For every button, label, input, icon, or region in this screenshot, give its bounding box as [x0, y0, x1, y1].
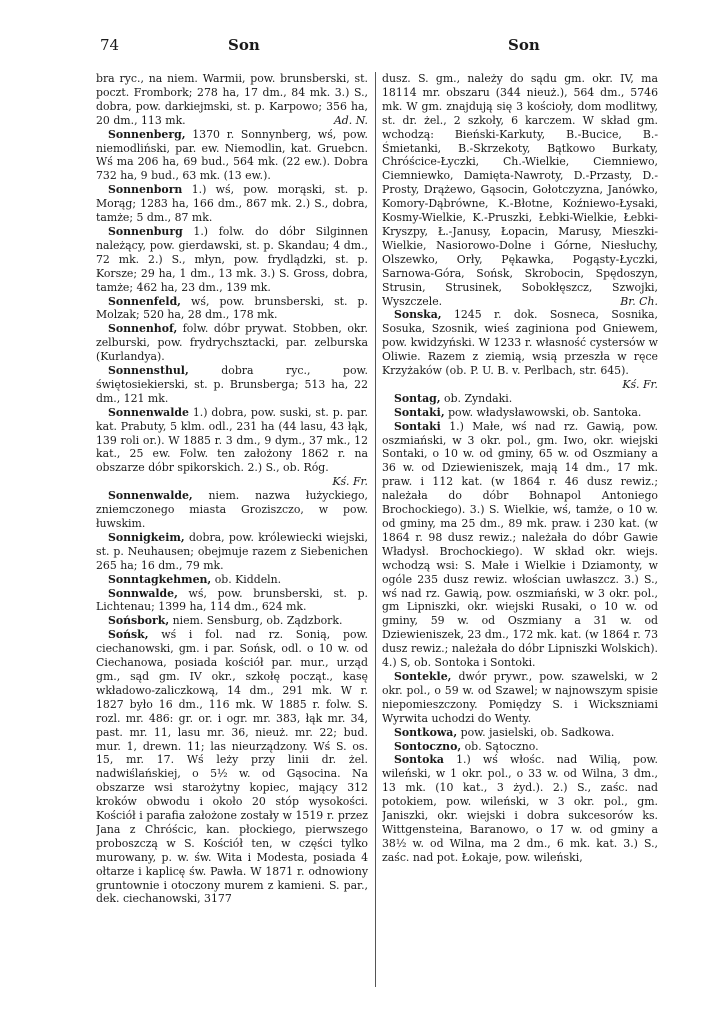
entry-headword: Sonnenfeld, [108, 294, 181, 308]
entry-headword: Sonska, [394, 308, 442, 322]
entry-text: 1.) Małe, wś nad rz. Gawią, pow. oszmiański, w 3 okr. pol., gm. Iwo, okr. wiejski Sontaki, o 10 w. od gminy, 65 w. od Oszmiany a 36 w. od Dziewieniszek, mają 14 dm., 17 mk. praw. i 112 kat. (w 1864 r. 46 dusz rewiz.; należała do dóbr Bohnapol Antoniego Brochockiego). 3.) S. Wielkie, wś, tamże, o 10 w. od gminy, ma 25 dm., 89 mk. praw. i 230 kat. (w 1864 r. 98 dusz rewiz.; należała do dóbr Gawie Władysł. Brochockiego). W skład okr. wiejs. wchodzą wsi: S. Małe i Wielkie i Dziamonty, w ogóle 235 dusz rewiz. włościan uwłaszcz. 3.) S., wś nad rz. Gawią, pow. oszmiański, w 3 okr. pol., gm Lipniszki, okr. wiejski Rusaki, o 10 w. od gminy, 59 w. od Oszmiany a 31 w. od Dziewieniszek, 23 dm., 172 mk. kat. (w 1864 r. 73 dusz rewiz.; należała do dóbr Lipniszki Wolskich). 4.) S, ob. Sontoka i Sontoki. [382, 419, 658, 670]
entry-text: 1245 r. dok. Sosneca, Sosnika, Sosuka, Szosnik, wieś zaginiona pod Gniewem, pow. kwidzyński. W 1233 r. własność cystersów w Oliwie. Razem z ziemią, wsią przeszła w ręce Krzyżaków (ob. P. U. B. v. Perlbach, str. 645). [382, 308, 658, 378]
entry-text: wś, pow. brunsberski, st. p. Lichtenau; 1399 ha, 114 dm., 624 mk. [96, 586, 368, 614]
entry-text: wś, pow. brunsberski, st. p. Molzak; 520 ha, 28 dm., 178 mk. [96, 294, 368, 322]
dictionary-entry [382, 753, 658, 864]
entry-headword: Sońsk, [108, 628, 149, 642]
entry-text: wś i fol. nad rz. Sonią, pow. ciechanowski, gm. i par. Sońsk, odl. o 10 w. od Ciechanowa, posiada kościół par. mur., urząd gm., sąd gm. IV okr., szkołę począt., kasę wkładowo-zaliczkową, 14 dm., 291 mk. W r. 1827 było 16 dm., 116 mk. W 1885 r. folw. S. rozl. mr. 486: gr. or. i ogr. mr. 383, łąk mr. 34, past. mr. 11, lasu mr. 36, nieuż. mr. 22; bud. mur. 1, drewn. 11; las nieurządzony. Wś S. os. 15, mr. 17. Wś leży przy linii dr. żel. nadwiślańskiej, o 5½ w. od Gąsocina. Na obszarze wsi starożytny kopiec, mający 312 kroków obwodu i około 20 stóp wysokości. Kościół i parafia założone zostały w 1519 r. przez Jana z Chróścic, kan. płockiego, pierwszego proboszczą w S. Kościół ten, w części tylko murowany, p. w. św. Wita i Modesta, posiada 4 ołtarze i kaplicę św. Pawła. W 1871 r. odnowiony gruntownie i otoczony murem z kamieni. S. par., dek. ciechanowski, 3177 [96, 628, 368, 906]
entry-headword: Sontoka [394, 753, 444, 767]
entry-headword: Sonnigkeim, [108, 530, 185, 544]
entry-text: ob. Sątoczno. [464, 739, 539, 753]
entry-text: ob. Kiddeln. [214, 572, 282, 586]
entry-text: 1.) folw. do dóbr Silginnen należący, pow. gierdawski, st. p. Skandau; 4 dm., 72 mk. 2.) S., młyn, pow. frydlądzki, st. p. Korsze; 29 ha, 1 dm., 13 mk. 3.) S. Gross, dobra, tamże; 462 ha, 23 dm., 139 mk. [96, 224, 368, 294]
dictionary-entry [382, 392, 658, 406]
entry-text: 1.) wś włośc. nad Wilią, pow. wileński, w 1 okr. pol., o 33 w. od Wilna, 3 dm., 13 mk. (10 kat., 3 żyd.). 2.) S., zaśc. nad potokiem, pow. wileński, w 3 okr. pol., gm. Janiszki, okr. wiejski i dobra sukcesorów ks. Wittgensteina, Baranowo, o 17 w. od gminy a 38½ w. od Wilna, ma 2 dm., 6 mk. kat. 3.) S., zaśc. nad pot. Łokaje, pow. wileński, [382, 753, 658, 864]
running-head-right: Son [508, 36, 540, 54]
dictionary-entry [382, 740, 658, 754]
entry-text: dusz. S. gm., należy do sądu gm. okr. IV, ma 18114 mr. obszaru (344 nieuż.), 564 dm., 5746 mk. W gm. znajdują się 3 kościoły, dom modlitwy, st. dr. żel., 2 szkoły, 6 karczem. W skład gm. wchodzą: Bieński-Karkuty, B.-Bucice, B.-Śmietanki, B.-Skrzekoty, Bątkowo Burkaty, Chróścice-Łyczki, Ch.-Wielkie, Ciemniewo, Ciemniewko, Damięta-Nawroty, D.-Przasty, D.-Prosty, Drążewo, Gąsocin, Gołotczyzna, Janówko, Komory-Dąbrówne, K.-Błotne, Koźniewo-Łysaki, Kosmy-Wielkie, K.-Pruszki, Łebki-Wielkie, Łebki-Kryszpy, Ł.-Janusy, Łopacin, Marusy, Mieszki-Wielkie, Nasiorowo-Dolne i Górne, Niesłuchy, Olszewko, Orły, Pękawka, Pogąsty-Łyczki, Sarnowa-Góra, Sońsk, Skrobocin, Spędoszyn, Strusin, Strusinek, Sobokłęszcz, Szwojki, Wyszczele. [382, 72, 658, 308]
entry-signature: Kś. Fr. [622, 377, 658, 391]
dictionary-entry [382, 308, 658, 391]
dictionary-entry [96, 587, 368, 615]
dictionary-entry [96, 364, 368, 406]
entry-headword: Sonnenberg, [108, 127, 186, 141]
entry-text: dobra, pow. królewiecki wiejski, st. p. Neuhausen; obejmuje razem z Siebenichen 265 ha; 16 dm., 79 mk. [96, 530, 368, 572]
entry-text: 1.) wś, pow. morąski, st. p. Morąg; 1283 ha, 166 dm., 867 mk. 2.) S., dobra, tamże; 5 dm., 87 mk. [96, 183, 368, 225]
entry-text: dwór prywr., pow. szawelski, w 2 okr. pol., o 59 w. od Szawel; w najnowszym spisie niepomieszczony. Pomiędzy S. i Wickszniami Wyrwita uchodzi do Wenty. [382, 669, 658, 725]
entry-headword: Sontkowa, [394, 725, 458, 739]
dictionary-entry [96, 573, 368, 587]
right-column [382, 72, 658, 992]
entry-text: niem. nazwa łużyckiego, zniemczonego miasta Groziszczo, w pow. łuwskim. [96, 489, 368, 530]
entry-headword: Sontoczno, [394, 739, 462, 753]
entry-headword: Sontekle, [394, 669, 452, 683]
dictionary-entry [96, 628, 368, 906]
entry-text: pow. jasielski, ob. Sadkowa. [460, 725, 615, 739]
entry-headword: Sontaki [394, 419, 441, 433]
entry-headword: Sonnenwalde [108, 405, 189, 419]
entry-text: bra ryc., na niem. Warmii, pow. brunsberski, st. poczt. Frombork; 278 ha, 17 dm., 84 mk. 3.) S., dobra, pow. darkiejmski, st. p. Karpowo; 356 ha, 20 dm., 113 mk. [96, 72, 368, 127]
running-head-left: Son [228, 36, 260, 54]
entry-headword: Sońsbork, [108, 614, 170, 628]
dictionary-entry [96, 531, 368, 573]
dictionary-entry [96, 614, 368, 628]
dictionary-entry [382, 420, 658, 670]
dictionary-entry [96, 183, 368, 225]
entry-headword: Sontag, [394, 391, 441, 405]
entry-headword: Sonntagkehmen, [108, 572, 212, 586]
dictionary-entry [96, 489, 368, 531]
entry-signature: Br. Ch. [620, 294, 658, 308]
left-column [96, 72, 368, 992]
dictionary-entry [382, 406, 658, 420]
entry-headword: Sonnenwalde, [108, 489, 193, 503]
entry-text: pow. władysławowski, ob. Santoka. [448, 405, 642, 419]
entry-headword: Sonnensthul, [108, 364, 189, 378]
dictionary-entry [96, 406, 368, 489]
entry-text: niem. Sensburg, ob. Ządzbork. [172, 614, 343, 628]
entry-headword: Sonnenburg [108, 224, 183, 238]
entry-text: dobra ryc., pow. świętosiekierski, st. p. Brunsberga; 513 ha, 22 dm., 121 mk. [96, 364, 368, 405]
page-number: 74 [100, 36, 120, 54]
entry-headword: Sonnwalde, [108, 586, 178, 600]
dictionary-entry [96, 322, 368, 364]
entry-text: 1.) dobra, pow. suski, st. p. par. kat. Prabuty, 5 klm. odl., 231 ha (44 lasu, 43 łąk, 139 roli or.). W 1885 r. 3 dm., 9 dym., 37 mk., 12 kat., 25 ew. Folw. ten założony 1862 r. na obszarze dóbr spikorskich. 2.) S., ob. Róg. [96, 405, 368, 475]
dictionary-entry [382, 726, 658, 740]
page-header [0, 36, 720, 56]
entry-signature: Kś. Fr. [332, 475, 368, 489]
dictionary-entry [96, 225, 368, 295]
entry-headword: Sonnenborn [108, 183, 183, 197]
dictionary-entry [96, 72, 368, 128]
entry-signature: Ad. N. [333, 113, 368, 127]
entry-text: folw. dóbr prywat. Stobben, okr. zelburski, pow. frydrychsztacki, par. zelburska (Kurlandya). [96, 322, 368, 364]
dictionary-entry [382, 670, 658, 726]
entry-text: 1370 r. Sonnynberg, wś, pow. niemodliński, par. ew. Niemodlin, kat. Gruebcn. Wś ma 206 ha, 69 bud., 564 mk. (22 ew.). Dobra 732 ha, 9 bud., 63 mk. (13 ew.). [96, 127, 368, 183]
entry-headword: Sonnenhof, [108, 322, 178, 336]
dictionary-entry [96, 128, 368, 184]
entry-text: ob. Zyndaki. [444, 391, 513, 405]
column-divider [375, 72, 376, 987]
dictionary-entry [382, 72, 658, 308]
entry-headword: Sontaki, [394, 405, 445, 419]
dictionary-entry [96, 295, 368, 323]
